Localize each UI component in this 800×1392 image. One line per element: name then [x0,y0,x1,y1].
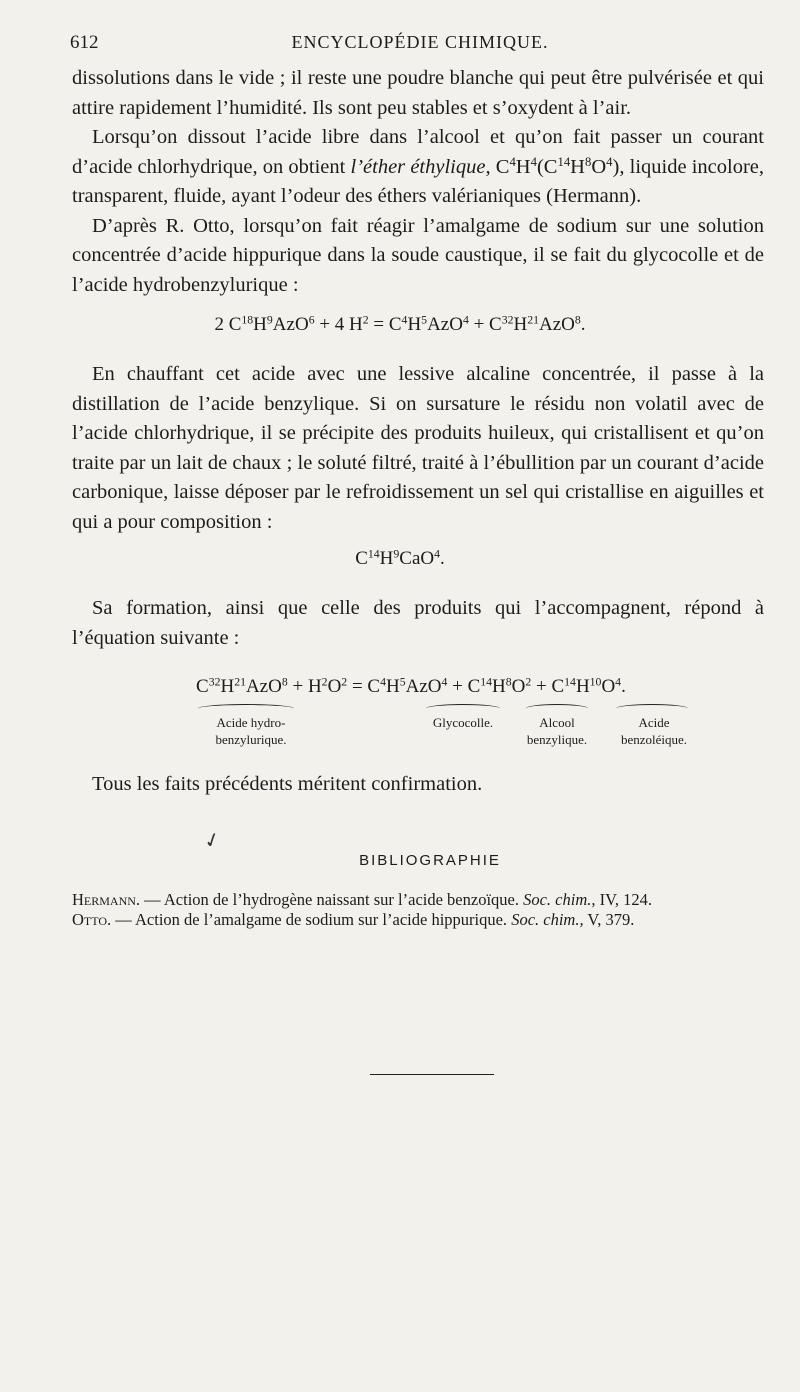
eq2-caption-3: Alcool benzylique. [526,715,588,747]
paragraph-6: Tous les faits précédents méritent confirmation. [92,773,483,795]
equation-1: 2 $C^{18}H^9AzO^6 + 4$ $H^2 = C^4H^5AzO^4 + C^{32}H^{21}AzO^8$. [214,313,586,335]
eq2-caption-4: Acide benzoléique. [620,715,688,747]
running-title: ENCYCLOPÉDIE CHIMIQUE. [291,32,549,52]
body-text-top [72,64,764,300]
bibliography-list [72,890,772,930]
bibliography-entry-2 [72,910,772,930]
entry-1-author: Hermann. [72,890,141,909]
entry-2-author: Otto. [72,910,112,929]
entry-1-ref: IV, 124. [595,890,653,909]
page-number: 612 [70,32,99,53]
eq2-brace-1 [198,704,294,713]
paragraph-5: Sa formation, ainsi que celle des produits qui l’accompagnent, répond à l’équation suivante : [72,597,764,649]
entry-2-text: — Action de l’amalgame de sodium sur l’acide hippurique. [111,910,512,929]
paragraph-3: D’après R. Otto, lorsqu’on fait réagir l’amalgame de sodium sur une solution concentrée d’acide hippurique dans la soude caustique, il se fait du glycocolle et de l’acide hydrobenzylurique : [72,214,764,296]
paragraph-2-before: Lorsqu’on dissout l’acide libre dans l’alcool et qu’on fait passer un courant d’acide chlorhydrique, on obtient [72,126,764,178]
entry-1-journal: Soc. chim., [523,890,596,909]
body-text-middle [72,360,764,537]
paragraph-1: dissolutions dans le vide ; il reste une poudre blanche qui peut être pulvérisée et qui attire rapidement l’humidité. Ils sont peu stables et s’oxydent à l’air. [72,67,764,119]
paragraph-2-italic: l’éther éthylique, [350,155,491,178]
paragraph-2-after: ), liquide incolore, transparent, fluide, ayant l’odeur des éthers valérianiques (Hermann). [72,155,765,207]
eq2-brace-2 [426,704,500,713]
body-text-bottom [72,770,764,800]
formula-ether: $C^4H^4(C^{14}H^8O^4$ [495,154,613,178]
equation-2 [196,676,716,756]
body-text-lower [72,594,764,653]
end-rule [370,1074,494,1075]
paragraph-4: En chauffant cet acide avec une lessive alcaline concentrée, il passe à la distillation de l’acide benzylique. Si on sursature le résidu non volatil avec de l’acide chlorhydrique, il se précipite des produits huileux, qui cristallisent et qu’on traite par un lait de chaux ; le soluté filtré, traité à l’ébullition par un courant d’acide carbonique, laisse déposer par le refroidissement un sel qui cristallise en aiguilles et qui a pour composition : [72,363,764,533]
page-header [70,32,770,58]
bibliography-title: BIBLIOGRAPHIE [359,852,501,869]
paragraph-2 [72,123,764,212]
eq2-term-1: $C^{32}H^{21}AzO^8 + H^2O^2 = C^4H^5AzO^4 + C^{14}H^8O^2 + C^{14}H^{10}O^4$. [196,675,626,697]
entry-2-journal: Soc. chim., [511,910,584,929]
eq2-brace-4 [616,704,688,713]
printer-mark-icon: ✓ [201,827,224,855]
entry-2-ref: V, 379. [583,910,635,929]
eq2-brace-3 [526,704,588,713]
eq2-caption-2: Glycocolle. [432,715,494,730]
entry-1-text: — Action de l’hydrogène naissant sur l’acide benzoïque. [140,890,524,909]
eq2-caption-1: Acide hydro- benzylurique. [215,715,287,747]
bibliography-entry-1 [72,890,772,910]
composition-formula: $C^{14}H^9CaO^4$. [355,547,445,569]
